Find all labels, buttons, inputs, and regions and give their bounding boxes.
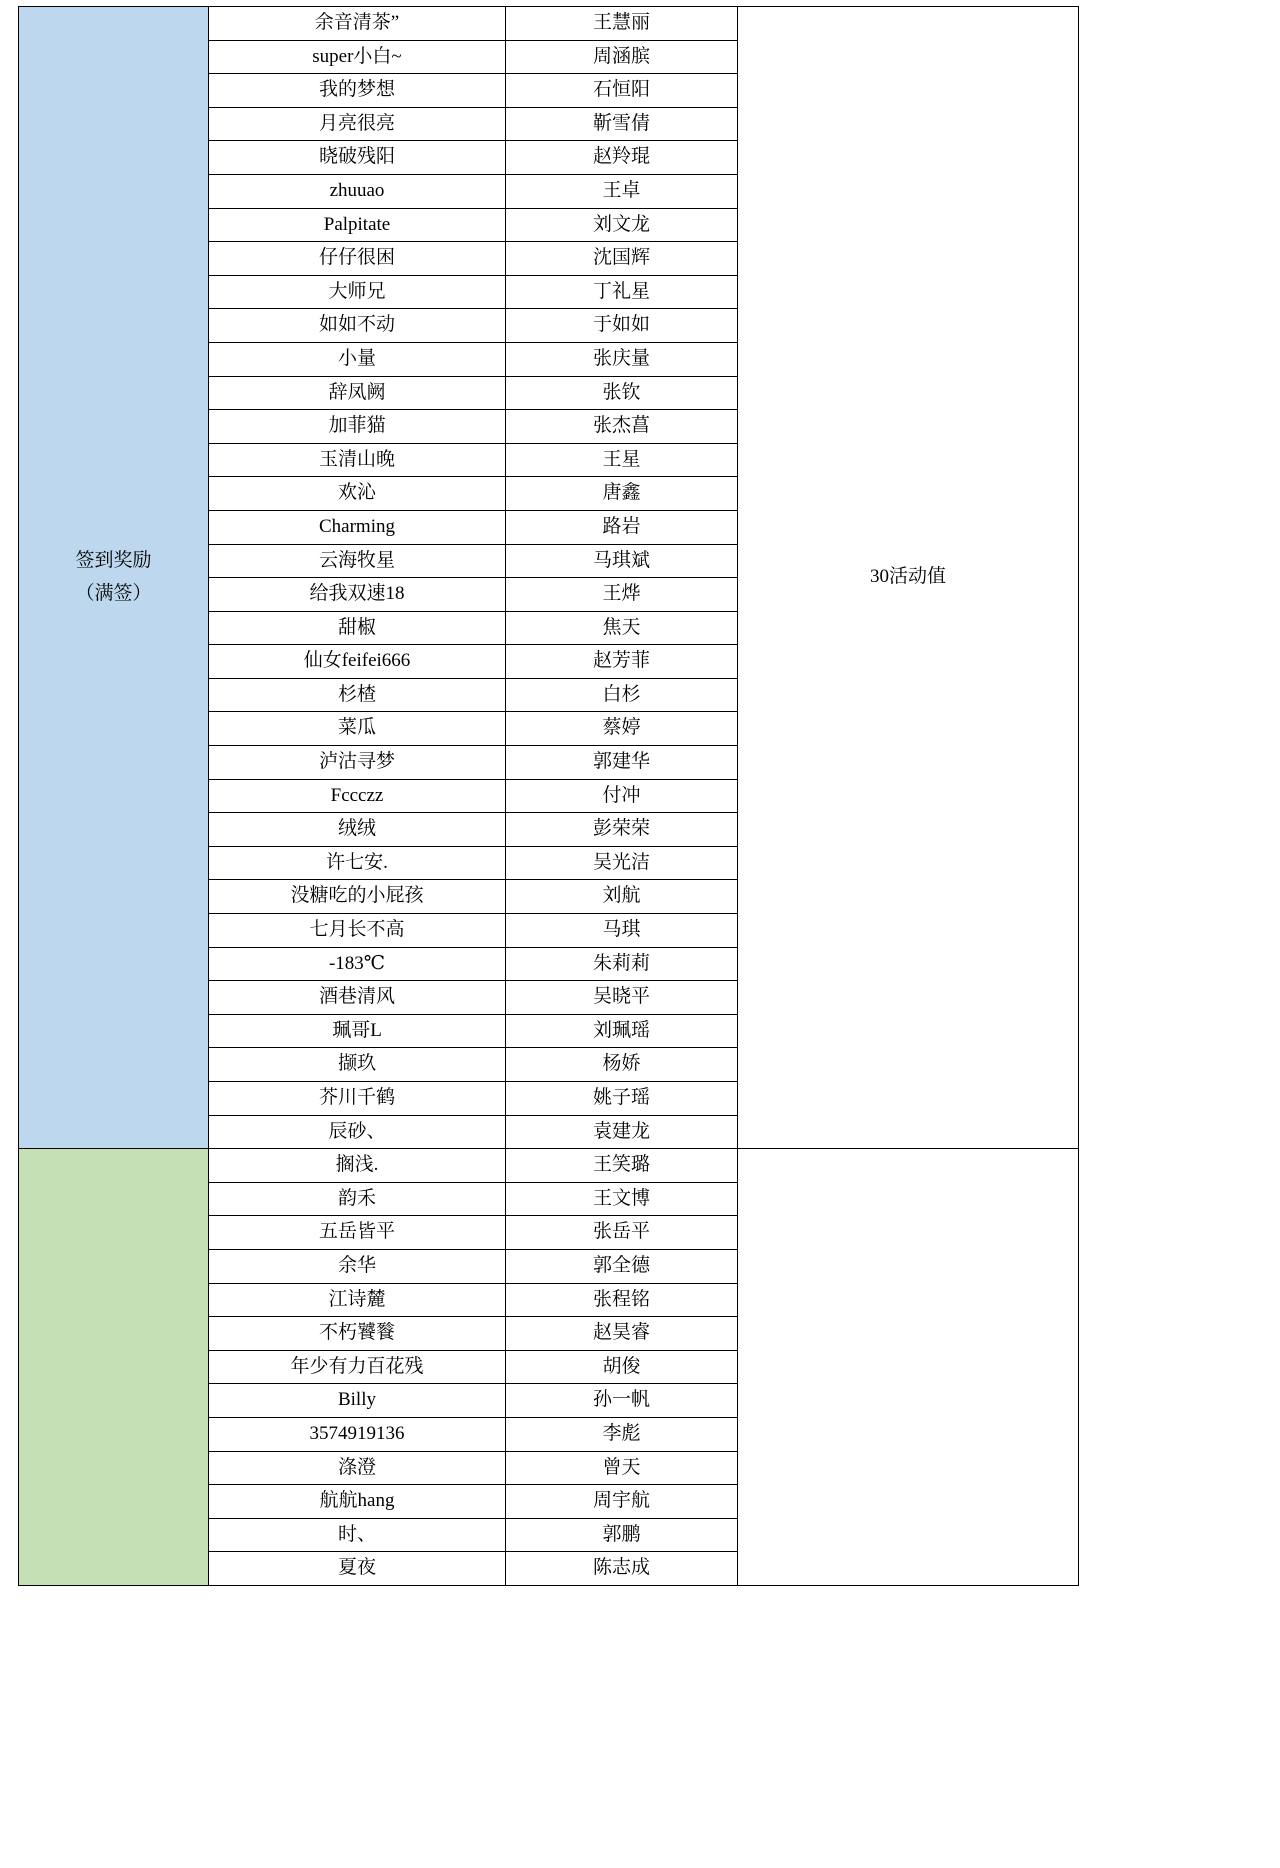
nickname-cell: 珮哥L — [209, 1014, 506, 1048]
realname-cell: 路岩 — [506, 510, 738, 544]
realname-cell: 吴晓平 — [506, 981, 738, 1015]
nickname-cell: 菜瓜 — [209, 712, 506, 746]
nickname-cell: 仔仔很困 — [209, 242, 506, 276]
category-label-line1: 签到奖励 — [75, 550, 152, 571]
realname-cell: 刘航 — [506, 880, 738, 914]
realname-cell: 马琪 — [506, 914, 738, 948]
nickname-cell: 没糖吃的小屁孩 — [209, 880, 506, 914]
realname-cell: 杨娇 — [506, 1048, 738, 1082]
nickname-cell: 辰砂、 — [209, 1115, 506, 1149]
realname-cell: 张杰菖 — [506, 410, 738, 444]
realname-cell: 赵羚琨 — [506, 141, 738, 175]
nickname-cell: 不朽饕餮 — [209, 1317, 506, 1351]
realname-cell: 朱莉莉 — [506, 947, 738, 981]
realname-cell: 张岳平 — [506, 1216, 738, 1250]
table-row — [19, 7, 1079, 41]
nickname-cell: 夏夜 — [209, 1552, 506, 1586]
realname-cell: 郭建华 — [506, 746, 738, 780]
realname-cell: 彭荣荣 — [506, 813, 738, 847]
realname-cell: 赵芳菲 — [506, 645, 738, 679]
realname-cell: 姚子瑶 — [506, 1082, 738, 1116]
realname-cell: 张程铭 — [506, 1283, 738, 1317]
nickname-cell: Fccczz — [209, 779, 506, 813]
nickname-cell: 加菲猫 — [209, 410, 506, 444]
nickname-cell: 航航hang — [209, 1485, 506, 1519]
nickname-cell: Palpitate — [209, 208, 506, 242]
realname-cell: 袁建龙 — [506, 1115, 738, 1149]
nickname-cell: 五岳皆平 — [209, 1216, 506, 1250]
realname-cell: 丁礼星 — [506, 275, 738, 309]
realname-cell: 王笑璐 — [506, 1149, 738, 1183]
nickname-cell: super小白~ — [209, 40, 506, 74]
nickname-cell: 泸沽寻梦 — [209, 746, 506, 780]
nickname-cell: 玉清山晚 — [209, 443, 506, 477]
realname-cell: 张钦 — [506, 376, 738, 410]
nickname-cell: Charming — [209, 510, 506, 544]
nickname-cell: 辞凤阙 — [209, 376, 506, 410]
realname-cell: 王星 — [506, 443, 738, 477]
nickname-cell: Billy — [209, 1384, 506, 1418]
nickname-cell: 3574919136 — [209, 1417, 506, 1451]
reward-value-cell: 30活动值 — [738, 7, 1079, 1149]
realname-cell: 蔡婷 — [506, 712, 738, 746]
nickname-cell: 江诗麓 — [209, 1283, 506, 1317]
realname-cell: 石恒阳 — [506, 74, 738, 108]
nickname-cell: 绒绒 — [209, 813, 506, 847]
realname-cell: 郭鹏 — [506, 1518, 738, 1552]
realname-cell: 刘文龙 — [506, 208, 738, 242]
reward-table — [18, 6, 1079, 1586]
realname-cell: 胡俊 — [506, 1350, 738, 1384]
document-page — [0, 6, 1280, 1868]
realname-cell: 王烨 — [506, 578, 738, 612]
nickname-cell: zhuuao — [209, 174, 506, 208]
nickname-cell: 芥川千鹤 — [209, 1082, 506, 1116]
realname-cell: 张庆量 — [506, 342, 738, 376]
realname-cell: 郭全德 — [506, 1249, 738, 1283]
nickname-cell: 甜椒 — [209, 611, 506, 645]
realname-cell: 沈国辉 — [506, 242, 738, 276]
realname-cell: 王慧丽 — [506, 7, 738, 41]
category-cell — [19, 1149, 209, 1586]
category-cell — [19, 7, 209, 1149]
category-label-line2: （满签） — [75, 582, 152, 604]
realname-cell: 王文博 — [506, 1182, 738, 1216]
realname-cell: 白杉 — [506, 678, 738, 712]
nickname-cell: 搁浅. — [209, 1149, 506, 1183]
realname-cell: 赵昊睿 — [506, 1317, 738, 1351]
nickname-cell: 余华 — [209, 1249, 506, 1283]
nickname-cell: 给我双速18 — [209, 578, 506, 612]
nickname-cell: 大师兄 — [209, 275, 506, 309]
nickname-cell: 许七安. — [209, 846, 506, 880]
nickname-cell: -183℃ — [209, 947, 506, 981]
nickname-cell: 年少有力百花残 — [209, 1350, 506, 1384]
realname-cell: 付冲 — [506, 779, 738, 813]
realname-cell: 于如如 — [506, 309, 738, 343]
nickname-cell: 酒巷清风 — [209, 981, 506, 1015]
nickname-cell: 撷玖 — [209, 1048, 506, 1082]
nickname-cell: 晓破残阳 — [209, 141, 506, 175]
nickname-cell: 如如不动 — [209, 309, 506, 343]
realname-cell: 曾天 — [506, 1451, 738, 1485]
realname-cell: 周涵膑 — [506, 40, 738, 74]
nickname-cell: 七月长不高 — [209, 914, 506, 948]
nickname-cell: 小量 — [209, 342, 506, 376]
reward-value-cell — [738, 1149, 1079, 1586]
nickname-cell: 韵禾 — [209, 1182, 506, 1216]
realname-cell: 焦天 — [506, 611, 738, 645]
nickname-cell: 余音清茶” — [209, 7, 506, 41]
realname-cell: 靳雪倩 — [506, 107, 738, 141]
realname-cell: 刘珮瑶 — [506, 1014, 738, 1048]
table-row — [19, 1149, 1079, 1183]
realname-cell: 周宇航 — [506, 1485, 738, 1519]
nickname-cell: 涤澄 — [209, 1451, 506, 1485]
nickname-cell: 仙女feifei666 — [209, 645, 506, 679]
nickname-cell: 云海牧星 — [209, 544, 506, 578]
realname-cell: 孙一帆 — [506, 1384, 738, 1418]
realname-cell: 王卓 — [506, 174, 738, 208]
realname-cell: 吴光洁 — [506, 846, 738, 880]
realname-cell: 马琪斌 — [506, 544, 738, 578]
nickname-cell: 欢沁 — [209, 477, 506, 511]
realname-cell: 李彪 — [506, 1417, 738, 1451]
nickname-cell: 月亮很亮 — [209, 107, 506, 141]
realname-cell: 唐鑫 — [506, 477, 738, 511]
nickname-cell: 杉楂 — [209, 678, 506, 712]
nickname-cell: 我的梦想 — [209, 74, 506, 108]
nickname-cell: 时、 — [209, 1518, 506, 1552]
realname-cell: 陈志成 — [506, 1552, 738, 1586]
